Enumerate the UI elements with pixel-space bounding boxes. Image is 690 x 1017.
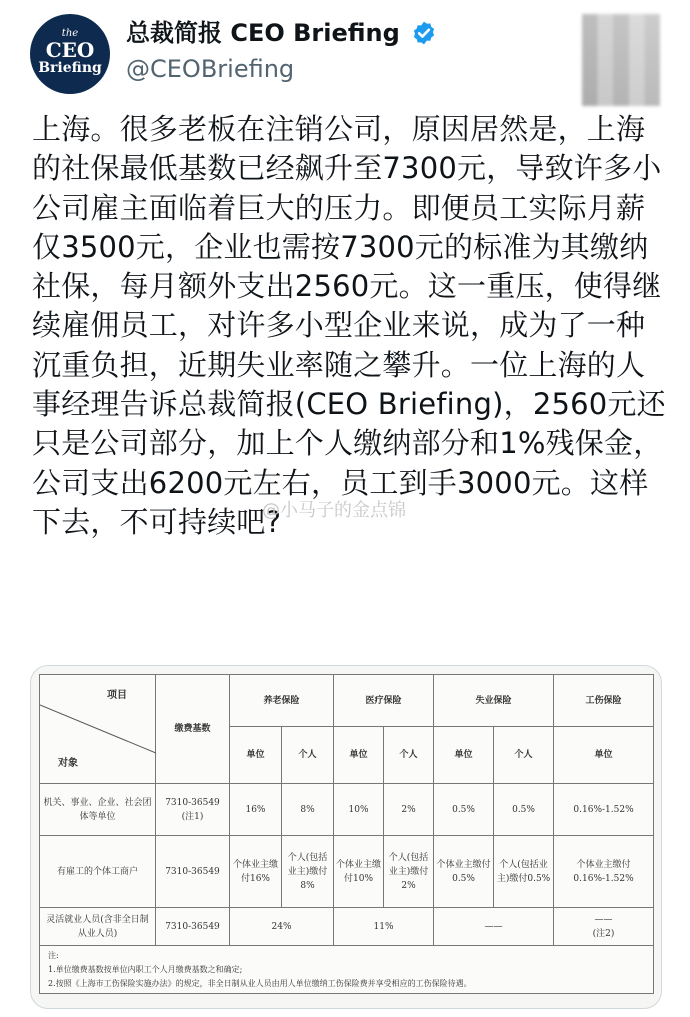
table-row bbox=[40, 836, 654, 908]
avatar-text-ceo: CEO bbox=[45, 38, 95, 62]
cell-text: (注2) bbox=[592, 928, 615, 939]
header-medical: 医疗保险 bbox=[334, 675, 434, 727]
row-base: 7310-36549 bbox=[156, 908, 230, 946]
header-injury: 工伤保险 bbox=[554, 675, 654, 727]
verified-badge-icon bbox=[411, 20, 437, 46]
header-item: 项目 bbox=[107, 690, 127, 701]
watermark: @小马子的金点锦 bbox=[262, 500, 406, 521]
account-names bbox=[126, 16, 556, 86]
table-row bbox=[40, 784, 654, 836]
row-object: 有雇工的个体工商户 bbox=[40, 836, 156, 908]
header-unit: 单位 bbox=[554, 727, 654, 784]
avatar-text-the: the bbox=[61, 28, 79, 39]
cell: 个人(包括业主)缴付8% bbox=[282, 836, 334, 908]
row-base: 7310-36549 bbox=[156, 836, 230, 908]
avatar[interactable] bbox=[30, 14, 110, 94]
cell: 个人(包括业主)缴付0.5% bbox=[494, 836, 554, 908]
cell: 0.5% bbox=[434, 784, 494, 836]
cell: 个体业主缴付 0.16%-1.52% bbox=[554, 836, 654, 908]
diagonal-header-cell bbox=[40, 675, 156, 784]
cell: 个体业主缴付0.5% bbox=[434, 836, 494, 908]
cell: 个人(包括业主)缴付2% bbox=[384, 836, 434, 908]
cell: 10% bbox=[334, 784, 384, 836]
row-object: 灵活就业人员(含非全日制从业人员) bbox=[40, 908, 156, 946]
header-personal: 个人 bbox=[282, 727, 334, 784]
cell: 个体业主缴付16% bbox=[230, 836, 282, 908]
cell: 2% bbox=[384, 784, 434, 836]
cell: 0.16%-1.52% bbox=[554, 784, 654, 836]
display-name[interactable]: 总裁简报 CEO Briefing bbox=[126, 19, 400, 47]
avatar-text-briefing: Briefing bbox=[38, 60, 102, 76]
header-unit: 单位 bbox=[334, 727, 384, 784]
cell: —— bbox=[434, 908, 554, 946]
account-handle[interactable]: @CEOBriefing bbox=[126, 55, 295, 83]
header-unit: 单位 bbox=[434, 727, 494, 784]
header-unemployment: 失业保险 bbox=[434, 675, 554, 727]
header-unit: 单位 bbox=[230, 727, 282, 784]
cell: 11% bbox=[334, 908, 434, 946]
row-base: 7310-36549 (注1) bbox=[156, 784, 230, 836]
header-pension: 养老保险 bbox=[230, 675, 334, 727]
note-1: 1.单位缴费基数按单位内职工个人月缴费基数之和确定; bbox=[48, 964, 243, 974]
cell-text: —— bbox=[594, 914, 613, 925]
header-object: 对象 bbox=[58, 758, 78, 769]
row-object: 机关、事业、企业、社会团体等单位 bbox=[40, 784, 156, 836]
cell-injury-flex bbox=[554, 908, 654, 946]
cell: 24% bbox=[230, 908, 334, 946]
cell: 个体业主缴付10% bbox=[334, 836, 384, 908]
note-2: 2.按照《上海市工伤保险实施办法》的规定，非全日制从业人员由用人单位缴纳工伤保险费并享受相应的工伤保险待遇。 bbox=[48, 978, 472, 988]
cell: 16% bbox=[230, 784, 282, 836]
header-base: 缴费基数 bbox=[156, 675, 230, 784]
blurred-area bbox=[582, 14, 660, 106]
post-header bbox=[30, 14, 670, 94]
notes-cell bbox=[40, 946, 654, 994]
table-row bbox=[40, 908, 654, 946]
insurance-table bbox=[39, 674, 654, 994]
post-text: 上海。很多老板在注销公司，原因居然是，上海的社保最低基数已经飙升至7300元，导致许多小公司雇主面临着巨大的压力。即便员工实际月薪仅3500元，企业也需按7300元的标准为其缴纳社保，每月额外支出2560元。这一重压，使得继续雇佣员工，对许多小型企业来说，成为了一种沉重负担，近期失业率随之攀升。一位上海的人事经理告诉总裁简报(CEO Briefing)，2560元还只是公司部分，加上个人缴纳部分和1%残保金，公司支出6200元左右，员工到手3000元。这样下去，不可持续吧? bbox=[32, 112, 666, 539]
header-personal: 个人 bbox=[384, 727, 434, 784]
notes-row bbox=[40, 946, 654, 994]
notes-label: 注: bbox=[48, 950, 59, 960]
attached-image-insurance-table[interactable] bbox=[30, 665, 662, 1009]
cell: 8% bbox=[282, 784, 334, 836]
cell: 0.5% bbox=[494, 784, 554, 836]
header-personal: 个人 bbox=[494, 727, 554, 784]
